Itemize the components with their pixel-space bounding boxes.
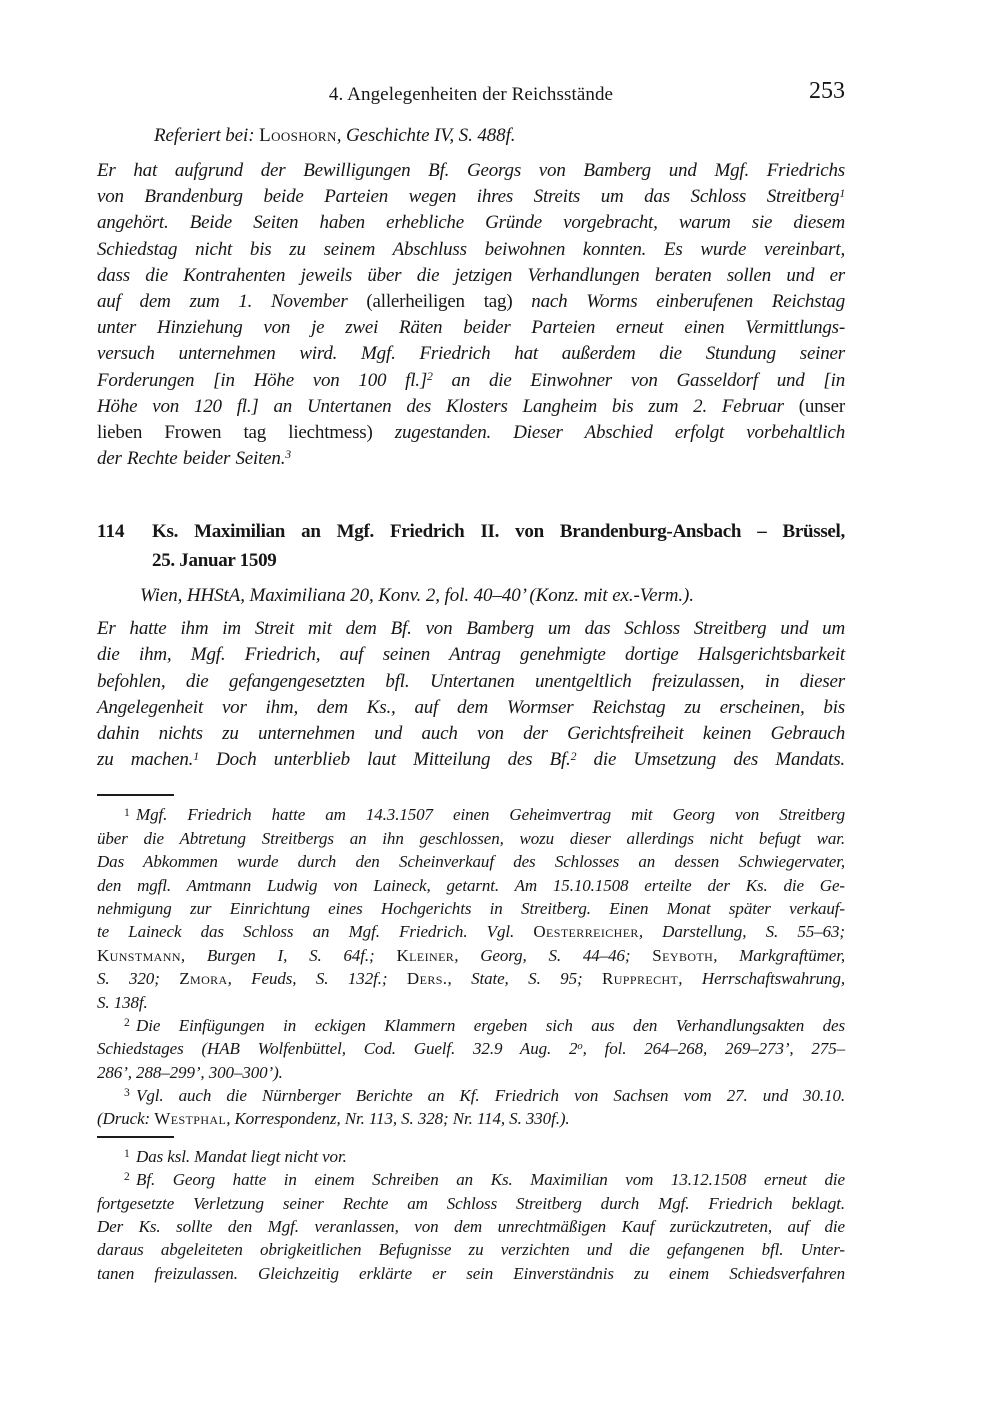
text-run: an die Einwohner von Gasseldorf und [in [432, 369, 846, 391]
text-run: lieben Frowen tag liechtmess) [97, 421, 373, 443]
text-line [97, 827, 845, 850]
text-run: Zmora [179, 969, 228, 989]
text-run: nehmigung zur Einrichtung eines Hochgerichts in Streitberg. Einen Monat später verkauf- [97, 898, 845, 918]
text-run: Angelegenheit vor ihm, dem Ks., auf dem Wormser Reichstag zu erscheinen, bis [97, 696, 845, 718]
text-line [97, 315, 845, 341]
footnote-114-2 [97, 1168, 845, 1285]
text-run: Die Einfügungen in eckigen Klammern ergeben sich aus den Verhandlungsakten des [136, 1015, 845, 1035]
text-run: befohlen, die gefangengesetzten bfl. Untertanen unentgeltlich freizulassen, in dieser [97, 670, 845, 692]
text-line [97, 616, 845, 642]
text-line [97, 368, 845, 394]
text-run: den mgfl. Amtmann Ludwig von Laineck, getarnt. Am 15.10.1508 erteilte der Ks. die Ge- [97, 875, 845, 895]
text-line [97, 1145, 845, 1168]
text-line [97, 237, 845, 263]
text-run: Er hatte ihm im Streit mit dem Bf. von Bamberg um das Schloss Streitberg und um [97, 618, 845, 640]
footnote-113-1 [97, 803, 845, 1014]
text-run: dass die Kontrahenten jeweils über die jetzigen Verhandlungen beraten sollen und er [97, 264, 845, 286]
footnote-113-3 [97, 1084, 845, 1131]
text-line [97, 289, 845, 315]
text-run: , Feuds, S. 132f.; [227, 969, 407, 989]
text-run: S. 320; [97, 969, 180, 989]
regest-document-113 [97, 158, 845, 472]
text-run: , Geschichte IV, S. 488f. [336, 125, 516, 146]
text-run: versuch unternehmen wird. Mgf. Friedrich hat außerdem die Stundung seiner [97, 343, 845, 365]
footnotes-block-114 [97, 1136, 845, 1285]
text-line [152, 546, 845, 575]
text-line [97, 1014, 845, 1037]
text-line [97, 1107, 845, 1130]
page-header [97, 78, 845, 108]
text-line [97, 446, 845, 472]
archive-source-line [97, 582, 845, 609]
text-run: Mgf. Friedrich hatte am 14.3.1507 einen Geheimvertrag mit Georg von Streitberg [136, 805, 845, 825]
text-run: , Korrespondenz, Nr. 113, S. 328; Nr. 114, S. 330f.). [226, 1109, 570, 1129]
text-run: nach Worms einberufenen Reichstag [512, 290, 846, 312]
text-line [97, 721, 845, 747]
text-line [97, 210, 845, 236]
regest-document-114 [97, 616, 845, 773]
text-line [97, 1215, 845, 1238]
text-run: Rupprecht [602, 969, 679, 989]
text-line [97, 582, 845, 609]
text-run: 286’, 288–299’, 300–300’). [97, 1062, 283, 1082]
text-run: Westphal [154, 1109, 227, 1129]
text-run: über die Abtretung Streitbergs an ihn geschlossen, wozu dieser allerdings nicht befugt war. [97, 828, 845, 848]
text-run: , Darstellung, S. 55–63; [638, 922, 845, 942]
footnote-marker: 1 [193, 749, 199, 763]
text-run: tanen freizulassen. Gleichzeitig erklärte er sein Einverständnis zu einem Schiedsverfahren [97, 1263, 845, 1283]
text-run: Kunstmann [97, 945, 181, 965]
text-run: (allerheiligen tag) [366, 290, 513, 312]
text-run: te Laineck das Schloss an Mgf. Friedrich. Vgl. [97, 922, 534, 942]
footnote-marker: 1 [839, 186, 845, 200]
text-run: Das ksl. Mandat liegt nicht vor. [136, 1146, 347, 1166]
text-line [97, 695, 845, 721]
footnote-marker: 3 [285, 448, 291, 462]
footnote-separator-rule [97, 794, 174, 796]
text-run: fortgesetzte Verletzung seiner Rechte am Schloss Streitberg durch Mgf. Friedrich beklagt. [97, 1193, 845, 1213]
text-line [97, 897, 845, 920]
text-line [97, 874, 845, 897]
text-run: auf dem zum 1. November [97, 290, 367, 312]
footnote-separator-rule [97, 1136, 174, 1138]
text-run: unter Hinziehung von je zwei Räten beider Parteien erneut einen Vermittlungs- [97, 317, 845, 339]
text-run: Wien, HHStA, Maximiliana 20, Konv. 2, fol. 40–40’ (Konz. mit ex.-Verm.). [140, 585, 694, 607]
text-run: Schiedstag nicht bis zu seinem Abschluss beiwohnen konnten. Es wurde vereinbart, [97, 238, 845, 260]
footnote-marker: 2 [427, 369, 433, 383]
text-run: Schiedstages (HAB Wolfenbüttel, Cod. Guelf. 32.9 Aug. 2 [97, 1039, 578, 1059]
footnote-marker: 1 [124, 1147, 130, 1160]
text-line [152, 517, 845, 546]
text-line [97, 1037, 845, 1060]
text-run: angehört. Beide Seiten haben erhebliche Gründe vorgebracht, warum sie diesem [97, 212, 845, 234]
text-line [97, 184, 845, 210]
text-run: Der Ks. sollte den Mgf. veranlassen, von dem unrechtmäßigen Kauf zurückzutreten, auf die [97, 1217, 845, 1237]
text-run: , Markgraftümer, [713, 945, 845, 965]
text-line [97, 341, 845, 367]
text-line [97, 803, 845, 826]
text-line [97, 850, 845, 873]
text-line [97, 420, 845, 446]
text-run: die Umsetzung des Mandats. [576, 749, 845, 771]
text-run: Ks. Maximilian an Mgf. Friedrich II. von Brandenburg-Ansbach – Brüssel, [152, 521, 845, 543]
text-line [97, 1168, 845, 1191]
footnote-marker: 3 [124, 1086, 130, 1100]
text-run: Forderungen [in Höhe von 100 fl.] [97, 369, 428, 391]
text-run: Referiert bei: [154, 125, 260, 146]
footnote-marker: 1 [124, 805, 130, 819]
text-line [97, 642, 845, 668]
footnotes-block-113 [97, 794, 845, 1130]
text-line [97, 1084, 845, 1107]
footnote-marker: o [577, 1041, 583, 1053]
text-run: die ihm, Mgf. Friedrich, auf seinen Antrag genehmigte dortige Halsgerichtsbarkeit [97, 644, 845, 666]
text-run: zugestanden. Dieser Abschied erfolgt vorbehaltlich [372, 421, 845, 443]
text-line [97, 1061, 845, 1084]
text-line [97, 747, 845, 773]
text-run: Ders. [406, 969, 448, 989]
text-line [97, 669, 845, 695]
text-run: , fol. 264–268, 269–273’, 275– [582, 1039, 846, 1059]
text-run: dahin nichts zu unternehmen und auch von der Gerichtsfreiheit keinen Gebrauch [97, 723, 845, 744]
text-run: zu machen. [97, 749, 194, 771]
text-line [97, 967, 845, 990]
text-run: Oesterreicher [533, 922, 639, 942]
footnote-114-1 [97, 1145, 845, 1168]
text-run: , Burgen I, S. 64f.; [180, 945, 397, 965]
text-run: S. 138f. [97, 992, 148, 1012]
reference-line [97, 123, 845, 149]
text-run: (unser [798, 395, 845, 417]
text-run: 25. Januar 1509 [152, 550, 277, 572]
text-line [97, 123, 845, 149]
text-line [97, 263, 845, 289]
text-run: , State, S. 95; [447, 969, 602, 989]
text-run: Seyboth [652, 945, 714, 965]
text-run: der Rechte beider Seiten. [97, 448, 286, 470]
text-run: , Georg, S. 44–46; [454, 945, 653, 965]
section-title: 4. Angelegenheiten der Reichsstände [328, 84, 614, 105]
text-line [97, 920, 845, 943]
text-run: Looshorn [259, 125, 337, 146]
text-run: Bf. Georg hatte in einem Schreiben an Ks. Maximilian vom 13.12.1508 erneut die [136, 1170, 845, 1190]
text-line [97, 1192, 845, 1215]
text-run: Vgl. auch die Nürnberger Berichte an Kf. Friedrich von Sachsen vom 27. und 30.10. [136, 1086, 845, 1106]
text-run: von Brandenburg beide Parteien wegen ihres Streits um das Schloss Streitberg [97, 186, 840, 208]
text-run: Doch unterblieb laut Mitteilung des Bf. [198, 749, 571, 771]
text-line [97, 394, 845, 420]
text-run: Er hat aufgrund der Bewilligungen Bf. Georgs von Bamberg und Mgf. Friedrichs [97, 160, 845, 181]
text-run: (Druck: [97, 1109, 155, 1129]
text-run: daraus abgeleiteten obrigkeitlichen Befugnisse zu verzichten und die gefangenen bfl. Unter- [97, 1240, 845, 1260]
footnote-marker: 2 [124, 1170, 130, 1184]
page-number: 253 [809, 78, 845, 104]
footnote-113-2 [97, 1014, 845, 1084]
text-run: Höhe von 120 fl.] an Untertanen des Klosters Langheim bis zum 2. Februar [97, 395, 799, 417]
text-run: Das Abkommen wurde durch den Scheinverkauf des Schlosses an dessen Schwiegervater, [97, 852, 845, 872]
footnote-marker: 2 [124, 1016, 130, 1030]
text-line [97, 158, 845, 184]
text-line [97, 1238, 845, 1261]
text-run: , Herrschaftswahrung, [678, 969, 845, 989]
document-114-heading [97, 517, 845, 575]
footnote-marker: 2 [570, 749, 577, 763]
text-run: Kleiner [396, 945, 455, 965]
text-line [97, 944, 845, 967]
document-number: 114 [97, 521, 125, 543]
text-line [97, 991, 845, 1014]
document-title [152, 517, 845, 575]
text-line [97, 1262, 845, 1285]
